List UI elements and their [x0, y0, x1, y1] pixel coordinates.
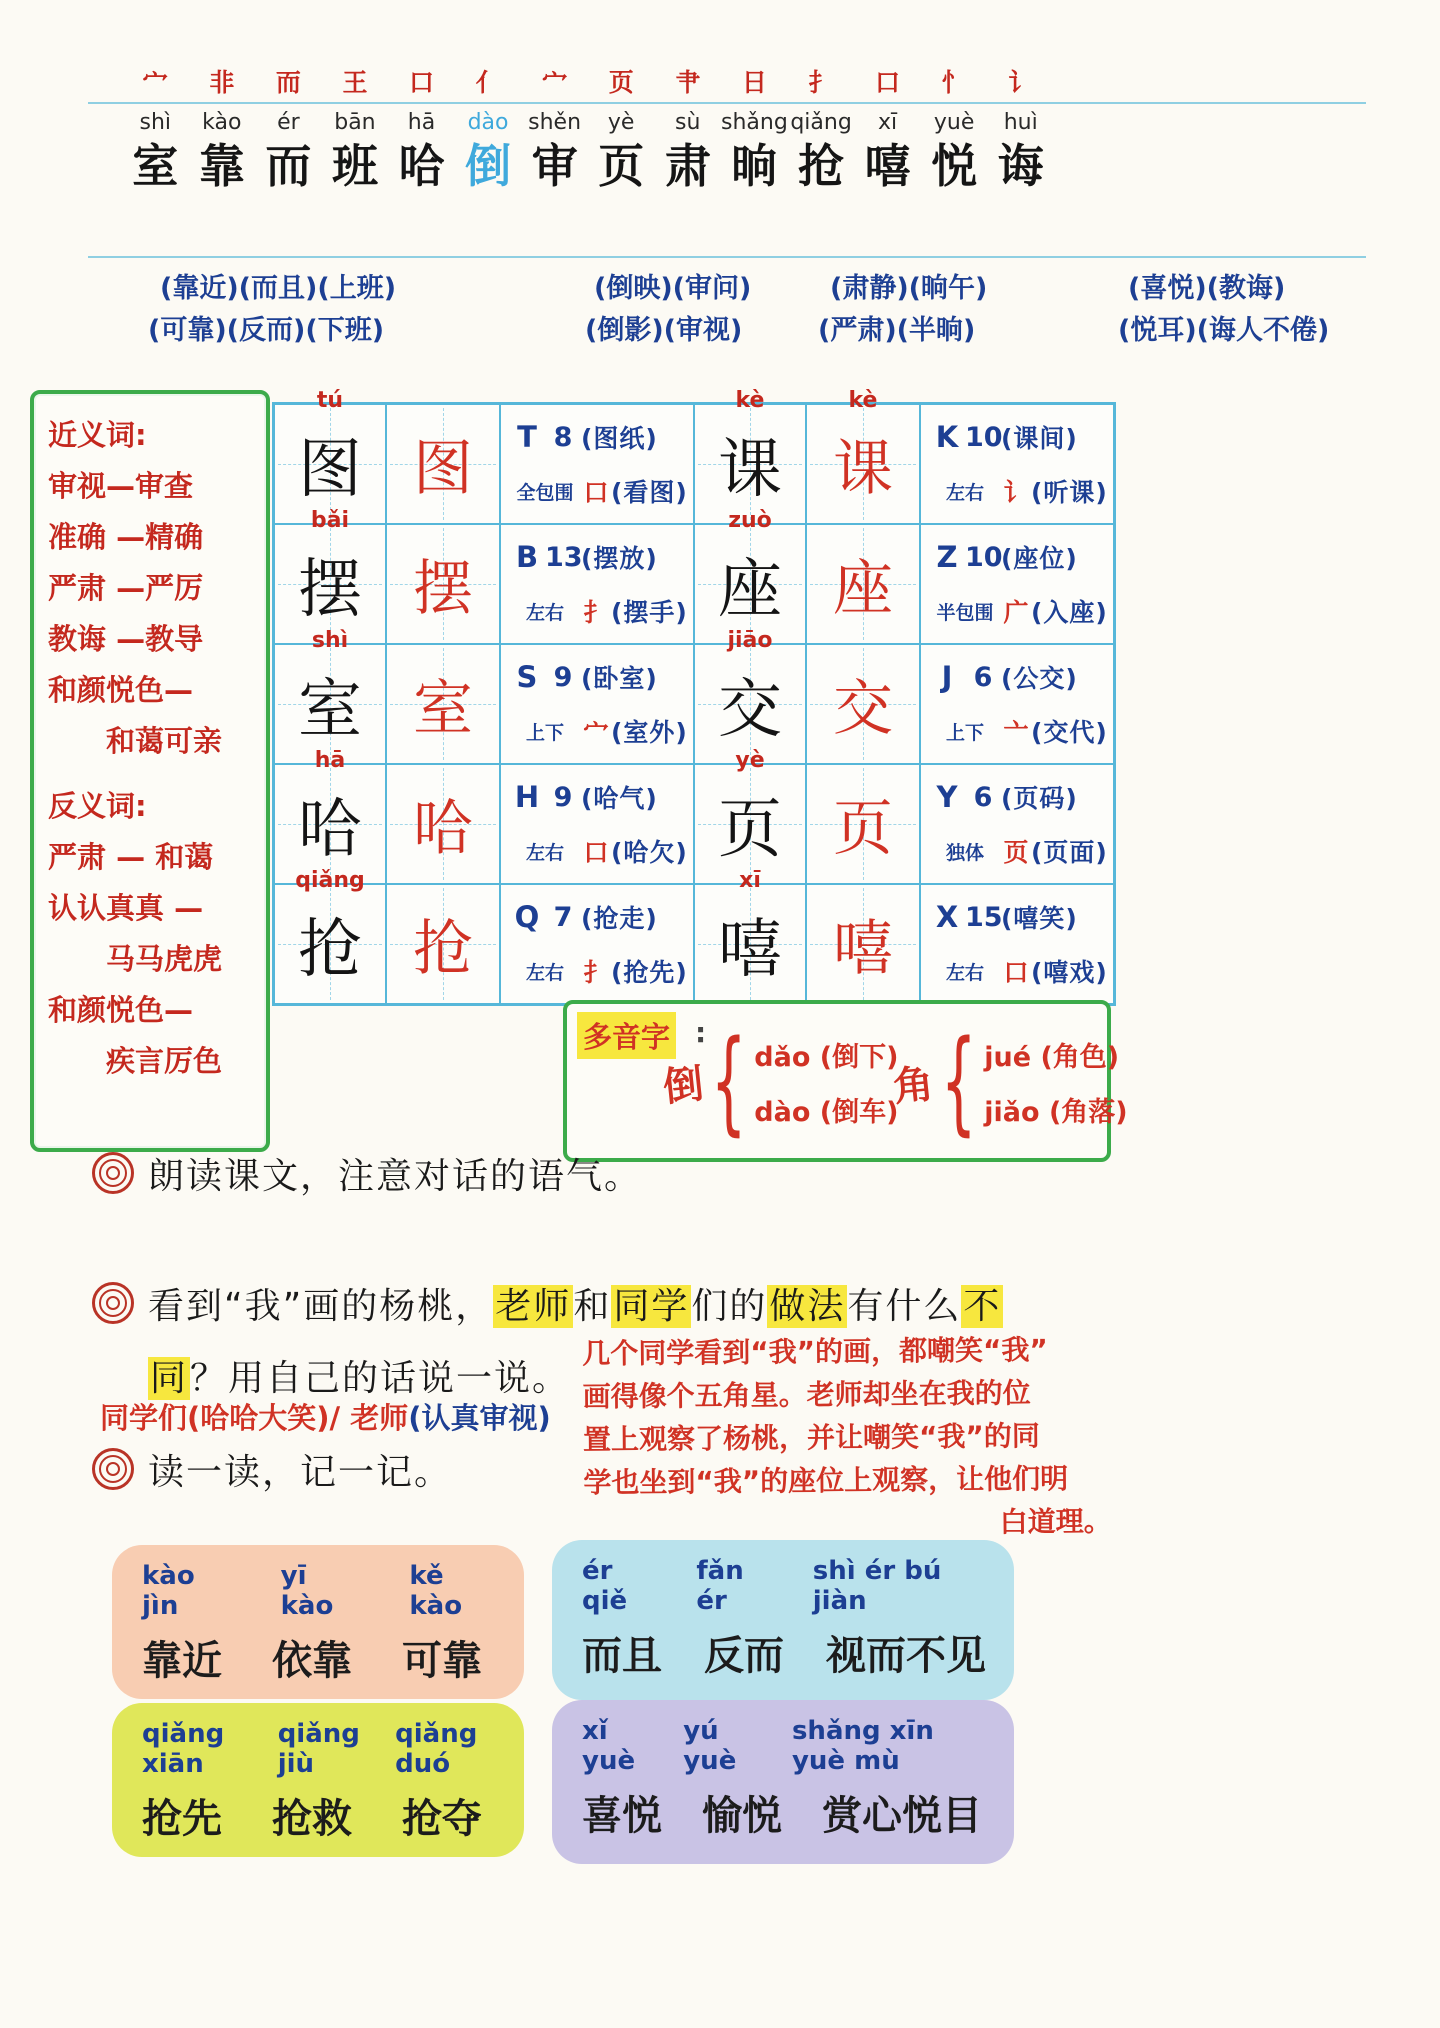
character-glyph: 课 [833, 434, 893, 504]
question-text [148, 1350, 570, 1401]
table-right-half [694, 388, 1114, 1004]
initial-letter: S [516, 660, 538, 694]
radical-label: 肀 [675, 68, 701, 97]
antonym-item: 疾言厉色 [106, 1044, 223, 1078]
stroke-count: 9 [553, 781, 573, 813]
character-table [272, 388, 1116, 1006]
polyphone-label: 多音字 [577, 1012, 676, 1059]
radical-label: 口 [583, 478, 609, 507]
pinyin-label: huì [1003, 110, 1038, 135]
radical-label: 扌 [583, 958, 609, 987]
example-word: (入座) [1031, 598, 1108, 627]
structure-label: 半包围 [936, 601, 994, 624]
radical-label: 扌 [808, 68, 834, 97]
pinyin-label: kào jìn [142, 1561, 195, 1621]
stroke-count: 10 [965, 421, 1003, 453]
char-info-cell [920, 764, 1114, 884]
polyphone-character: 倒 [661, 1060, 706, 1111]
synonym-item: 审视—审查 [48, 469, 194, 503]
answer-line: 几个同学看到“我”的画，都嘲笑“我” [582, 1333, 1049, 1371]
red-char-cell [806, 644, 920, 764]
char-info-cell [500, 764, 694, 884]
character-glyph: 抢 [413, 914, 473, 984]
character-glyph: 交 [833, 674, 893, 744]
table-row [694, 508, 1114, 644]
word-pair-group: (喜悦)(教诲) [1128, 273, 1286, 304]
black-char-cell [694, 868, 806, 1004]
stroke-count: 7 [553, 901, 573, 933]
pinyin-label: qiǎng jiù [277, 1719, 360, 1779]
initial-letter: K [935, 420, 959, 454]
spiral-stamp-icon [92, 1448, 134, 1490]
table-row [274, 748, 694, 884]
pinyin-label: sù [675, 110, 701, 135]
black-char-cell [694, 508, 806, 644]
question-segment: 有什么 [847, 1286, 962, 1327]
red-char-cell [386, 644, 500, 764]
black-char-cell [694, 628, 806, 764]
radical-label: 宀 [542, 68, 568, 97]
stroke-count: 6 [973, 781, 993, 813]
brace-glyph: { [940, 1017, 977, 1147]
pinyin-label: kě kào [409, 1561, 463, 1621]
example-word: (页面) [1031, 838, 1108, 867]
example-word: (抢先) [611, 958, 688, 987]
pinyin-label: xī [739, 868, 761, 893]
character-glyph: 室 [298, 673, 362, 747]
pinyin-label: shěn [528, 110, 582, 135]
radical-label: 讠 [1008, 68, 1034, 97]
char-info-cell [920, 524, 1114, 644]
char-info-cell [500, 404, 694, 524]
character-glyph: 室 [413, 674, 473, 744]
character-glyph: 页 [598, 139, 645, 193]
structure-label: 上下 [525, 721, 564, 744]
synonym-item: 教诲 —教导 [48, 622, 204, 656]
question-text [148, 1278, 1003, 1329]
polyphone-reading: jiǎo (角落) [984, 1097, 1128, 1128]
char-info-cell [920, 884, 1114, 1004]
synonyms-antonyms-panel [30, 390, 270, 1152]
word-item: 喜悦 [582, 1793, 662, 1839]
pinyin-label: kè [735, 388, 765, 413]
synonym-item: 严肃 —严厉 [48, 571, 204, 605]
table-row [694, 748, 1114, 884]
radical-label: 口 [1003, 958, 1029, 987]
stroke-count: 13 [545, 541, 583, 573]
character-glyph: 诲 [997, 139, 1044, 193]
character-glyph: 肃 [664, 139, 711, 193]
radicals-row [122, 68, 1054, 98]
table-row [694, 868, 1114, 1004]
divider-line [88, 256, 1366, 258]
character-glyph: 图 [413, 434, 473, 504]
polyphone-character: 角 [891, 1060, 936, 1111]
pinyin-label: yuè [933, 110, 975, 135]
character-glyph: 室 [132, 139, 179, 193]
black-char-cell [274, 868, 386, 1004]
pinyin-label: hā [314, 748, 346, 773]
initial-letter: B [515, 540, 539, 574]
highlighted-text: 同学 [613, 1286, 690, 1327]
example-word: (哈欠) [611, 838, 688, 867]
highlighted-text: 做法 [769, 1286, 846, 1327]
word-item: 视而不见 [826, 1633, 986, 1679]
answer-line: 学也坐到“我”的座位上观察，让他们明 [583, 1462, 1069, 1500]
answer-labels [100, 1396, 551, 1437]
example-word: (页码) [1001, 784, 1078, 813]
pinyin-label: dào [467, 110, 509, 135]
example-word: (室外) [611, 718, 688, 747]
word-pair-group: (倒映)(审问) [594, 273, 752, 304]
antonym-item: 马马虎虎 [106, 942, 223, 976]
polyphone-entry [891, 1017, 1128, 1147]
character-glyph: 而 [265, 139, 312, 193]
character-glyph: 座 [718, 553, 782, 627]
word-group-card [112, 1703, 524, 1857]
highlighted-text: 不 [963, 1286, 1002, 1327]
antonym-item: 认认真真 — [48, 891, 204, 925]
pinyin-label: bǎi [310, 508, 350, 533]
polyphone-reading: jué (角色) [984, 1042, 1120, 1073]
character-glyph: 嘻 [864, 139, 911, 193]
example-word: (卧室) [581, 664, 658, 693]
pinyin-label: kè [848, 388, 878, 413]
character-glyph: 哈 [298, 793, 362, 867]
polyphone-colon: : [695, 1016, 707, 1049]
example-word: (课间) [1001, 424, 1078, 453]
pinyin-label: xī [878, 110, 898, 135]
synonym-item: 准确 —精确 [48, 520, 204, 554]
initial-letter: X [935, 900, 959, 934]
character-glyph: 抢 [797, 139, 844, 193]
antonyms-title: 反义词: [48, 789, 147, 823]
pinyin-label: bān [334, 110, 376, 135]
character-glyph: 交 [718, 673, 782, 747]
character-glyph: 倒 [465, 139, 512, 193]
black-char-cell [274, 508, 386, 644]
pinyin-label: ér [277, 110, 300, 135]
red-char-cell [386, 404, 500, 524]
char-info-cell [920, 404, 1114, 524]
character-glyph: 抢 [298, 913, 362, 987]
structure-label: 全包围 [516, 481, 574, 504]
character-glyph: 哈 [398, 139, 445, 193]
initial-letter: J [941, 660, 953, 694]
char-info-cell [920, 644, 1114, 764]
slash-separator: / [329, 1401, 351, 1435]
word-group-card [552, 1700, 1014, 1864]
initial-letter: Z [936, 540, 958, 574]
pinyin-label: qiǎng [295, 868, 365, 893]
example-word: (看图) [611, 478, 688, 507]
radical-label: 非 [209, 68, 235, 97]
pinyin-row [122, 108, 1054, 138]
pinyin-label: shì [139, 110, 172, 135]
pinyin-label: zuò [728, 508, 772, 533]
answer-line: 白道理。 [999, 1504, 1112, 1539]
word-item: 反而 [704, 1633, 784, 1679]
character-glyph: 摆 [298, 553, 362, 627]
word-pair-group: (倒影)(审视) [585, 315, 743, 346]
stroke-count: 9 [553, 661, 573, 693]
radical-label: 宀 [583, 718, 609, 747]
table-left-half [274, 388, 694, 1004]
pinyin-label: tú [316, 388, 344, 413]
polyphone-reading: dǎo (倒下) [754, 1042, 899, 1073]
word-item: 而且 [582, 1633, 662, 1679]
radical-label: 宀 [142, 68, 168, 97]
radical-label: 讠 [1003, 478, 1029, 507]
example-word: (嘻笑) [1001, 904, 1078, 933]
initial-letter: H [514, 780, 540, 814]
character-glyph: 页 [833, 794, 893, 864]
word-pair-group: (可靠)(反而)(下班) [148, 315, 385, 346]
word-item: 愉悦 [702, 1793, 782, 1839]
question-segment: 和 [573, 1286, 612, 1327]
red-char-cell [806, 524, 920, 644]
spiral-stamp-icon [92, 1282, 134, 1324]
radical-label: 日 [741, 68, 767, 97]
character-glyph: 页 [718, 793, 782, 867]
character-glyph: 哈 [413, 794, 473, 864]
red-char-cell [806, 388, 920, 524]
table-row [274, 388, 694, 524]
word-item: 抢夺 [402, 1796, 482, 1842]
pinyin-label: jiāo [727, 628, 773, 653]
structure-label: 左右 [945, 961, 984, 984]
pinyin-label: yī kào [280, 1561, 334, 1621]
word-pair-group: (严肃)(半晌) [818, 315, 976, 346]
handwritten-answer [582, 1328, 1112, 1548]
teacher-action-label: (认真审视) [408, 1401, 551, 1435]
radical-label: 广 [1003, 598, 1029, 627]
pinyin-label: qiǎng [790, 110, 852, 135]
pinyin-label: shì [311, 628, 349, 653]
character-glyph: 摆 [413, 554, 473, 624]
structure-label: 左右 [525, 601, 564, 624]
radical-label: 而 [275, 68, 301, 97]
synonyms-title: 近义词: [48, 418, 147, 452]
character-glyph: 靠 [198, 139, 245, 193]
answer-line: 置上观察了杨桃，并让嘲笑“我”的同 [582, 1419, 1040, 1457]
polyphone-panel [563, 1000, 1128, 1162]
example-word: (抢走) [581, 904, 658, 933]
black-char-cell [274, 748, 386, 884]
table-row [274, 508, 694, 644]
synonym-item: 和蔼可亲 [106, 724, 223, 758]
word-item: 可靠 [402, 1638, 482, 1684]
teacher-label: 老师 [350, 1401, 409, 1435]
radical-label: 亠 [1003, 718, 1029, 747]
students-label: 同学们 [100, 1401, 188, 1435]
pinyin-label: shì ér bú jiàn [812, 1556, 942, 1616]
red-char-cell [806, 764, 920, 884]
characters-row [122, 138, 1054, 194]
black-char-cell [274, 388, 386, 524]
initial-letter: Y [936, 780, 958, 814]
word-pair-group: (悦耳)(诲人不倦) [1118, 315, 1330, 346]
answer-line: 画得像个五角星。老师却坐在我的位 [582, 1376, 1031, 1414]
radical-label: 口 [409, 68, 435, 97]
radical-label: 王 [342, 68, 368, 97]
example-word: (摆放) [581, 544, 658, 573]
students-action-label: (哈哈大笑) [187, 1401, 330, 1435]
character-glyph: 悦 [931, 139, 978, 193]
red-char-cell [386, 884, 500, 1004]
pinyin-label: yè [735, 748, 765, 773]
character-glyph: 嘻 [833, 914, 893, 984]
structure-label: 左右 [945, 481, 984, 504]
stroke-count: 10 [965, 541, 1003, 573]
spiral-stamp-icon [92, 1152, 134, 1194]
character-glyph: 审 [531, 139, 578, 193]
highlighted-text: 老师 [495, 1286, 572, 1327]
pinyin-label: fǎn ér [696, 1556, 744, 1616]
pinyin-label: xǐ yuè [582, 1716, 636, 1776]
word-group-card [552, 1540, 1014, 1700]
divider-line [88, 102, 1366, 104]
table-row [694, 388, 1114, 524]
character-glyph: 晌 [731, 139, 778, 193]
radical-label: 页 [1003, 838, 1029, 867]
synonym-item: 和颜悦色— [48, 673, 194, 707]
pinyin-label: qiǎng duó [395, 1719, 478, 1779]
pinyin-label: shǎng [720, 110, 788, 135]
char-info-cell [500, 884, 694, 1004]
antonym-item: 严肃 — 和蔼 [48, 840, 214, 874]
table-row [694, 628, 1114, 764]
example-word: (座位) [1001, 544, 1078, 573]
red-char-cell [806, 884, 920, 1004]
question-text: 读一读，记一记。 [148, 1452, 453, 1493]
polyphone-entry [661, 1017, 899, 1147]
example-word: (摆手) [611, 598, 688, 627]
highlighted-text: 同 [150, 1358, 189, 1399]
character-glyph: 座 [833, 554, 893, 624]
black-char-cell [274, 628, 386, 764]
radical-label: 页 [608, 68, 634, 97]
pinyin-label: yè [607, 110, 635, 135]
word-item: 赏心悦目 [822, 1793, 982, 1839]
pinyin-label: hā [407, 110, 436, 135]
character-glyph: 班 [331, 139, 378, 193]
table-row [274, 628, 694, 764]
example-word: (交代) [1031, 718, 1108, 747]
radical-label: 忄 [941, 68, 967, 97]
table-row [274, 868, 694, 1004]
word-item: 靠近 [142, 1638, 222, 1684]
black-char-cell [694, 748, 806, 884]
example-word: (听课) [1031, 478, 1108, 507]
stroke-count: 15 [965, 901, 1003, 933]
word-item: 抢先 [142, 1796, 222, 1842]
question-segment: 们的 [691, 1286, 768, 1327]
character-glyph: 嘻 [718, 913, 782, 987]
black-char-cell [694, 388, 806, 524]
initial-letter: Q [514, 900, 540, 934]
char-info-cell [500, 524, 694, 644]
polyphone-reading: dào (倒车) [754, 1097, 899, 1128]
antonym-item: 和颜悦色— [48, 993, 194, 1027]
stroke-count: 8 [553, 421, 573, 453]
radical-label: 口 [583, 838, 609, 867]
example-word: (嘻戏) [1031, 958, 1108, 987]
pinyin-label: qiǎng xiān [142, 1719, 225, 1779]
radical-label: 亻 [475, 68, 501, 97]
red-char-cell [386, 764, 500, 884]
stroke-count: 6 [973, 661, 993, 693]
character-glyph: 图 [298, 433, 362, 507]
pinyin-label: shǎng xīn yuè mù [791, 1716, 934, 1776]
word-item: 抢救 [272, 1796, 352, 1842]
structure-label: 独体 [945, 841, 984, 864]
question-text: 朗读课文，注意对话的语气。 [148, 1156, 643, 1197]
brace-glyph: { [710, 1017, 747, 1147]
example-word: (公交) [1001, 664, 1078, 693]
red-char-cell [386, 524, 500, 644]
question-segment: ？用自己的话说一说。 [190, 1358, 571, 1399]
word-group-card [112, 1545, 524, 1699]
example-word: (哈气) [581, 784, 658, 813]
structure-label: 上下 [945, 721, 984, 744]
structure-label: 左右 [525, 961, 564, 984]
structure-label: 左右 [525, 841, 564, 864]
pinyin-label: ér qiě [582, 1556, 628, 1616]
radical-label: 口 [875, 68, 901, 97]
word-pair-group: (肃静)(晌午) [830, 273, 988, 304]
word-item: 依靠 [272, 1638, 352, 1684]
word-pair-group: (靠近)(而且)(上班) [160, 273, 397, 304]
radical-label: 扌 [583, 598, 609, 627]
pinyin-label: kào [202, 110, 242, 135]
question-segment: 看到“我”画的杨桃， [148, 1286, 494, 1327]
initial-letter: T [517, 420, 537, 454]
character-glyph: 课 [718, 433, 782, 507]
pinyin-label: yú yuè [683, 1716, 737, 1776]
example-word: (图纸) [581, 424, 658, 453]
char-info-cell [500, 644, 694, 764]
